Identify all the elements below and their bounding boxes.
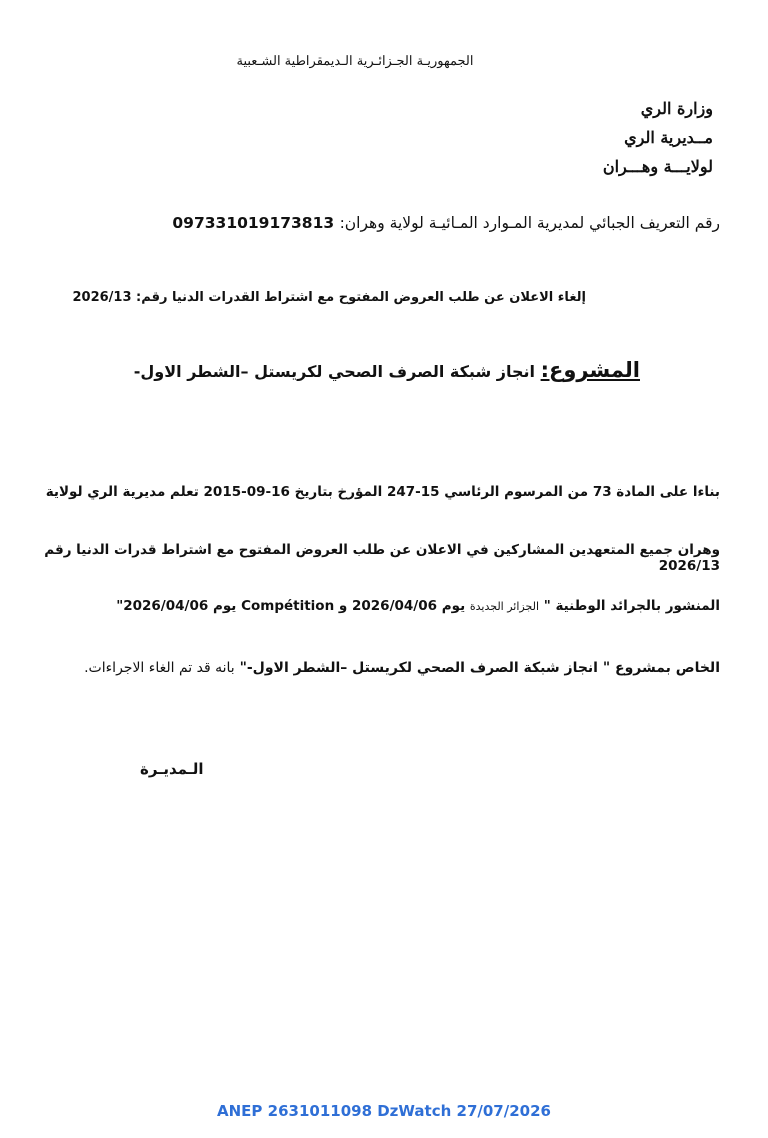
republic-header: الجمهوريـة الجـزائـرية الـديمقراطية الشـعبية bbox=[236, 54, 474, 69]
project-label: المشروع: bbox=[540, 358, 640, 382]
directorate-name: مــديرية الري bbox=[624, 128, 713, 147]
issuing-authority bbox=[453, 94, 713, 181]
fiscal-id-label: رقم التعريف الجبائي لمديرية المـوارد المـائيـة لولاية وهران: bbox=[339, 214, 720, 232]
ministry-name: وزارة الري bbox=[640, 99, 713, 118]
body-line-4 bbox=[40, 660, 720, 676]
body-line-3-part2: يوم 2026/04/06 و Compétition يوم 2026/04/06" bbox=[116, 598, 466, 614]
body-line-3-part1: المنشور بالجرائد الوطنية " bbox=[543, 598, 720, 614]
newspaper-name: الجزائر الجديدة bbox=[469, 600, 540, 613]
body-line-4-plain: بانه قد تم الغاء الاجراءات. bbox=[84, 660, 235, 676]
wilaya-name: لولايـــة وهـــران bbox=[602, 157, 713, 176]
project-text: انجاز شبكة الصرف الصحي لكريستل –الشطر الاول- bbox=[133, 362, 536, 381]
footer-reference: ANEP 2631011098 DzWatch 27/07/2026 bbox=[217, 1102, 551, 1120]
body-line-2: وهران جميع المتعهدين المشاركين في الاعلان عن طلب العروض المفتوح مع اشتراط قدرات الدنيا رقم 2026/13 bbox=[44, 542, 720, 574]
cancellation-title: إلغاء الاعلان عن طلب العروض المفتوح مع اشتراط القدرات الدنيا رقم: 2026/13 bbox=[72, 290, 586, 305]
fiscal-id-value: 097331019173813 bbox=[172, 214, 335, 232]
body-line-3 bbox=[40, 598, 720, 614]
signature-title: الـمديـرة bbox=[140, 760, 204, 778]
body-line-4-bold: الخاص بمشروع " انجاز شبكة الصرف الصحي لكريستل –الشطر الاول-" bbox=[239, 660, 720, 676]
fiscal-id-line bbox=[40, 214, 720, 232]
body-line-1: بناءا على المادة 73 من المرسوم الرئاسي 15-247 المؤرخ بتاريخ 16-09-2015 تعلم مديرية الري لولاية bbox=[45, 484, 720, 500]
project-line bbox=[40, 358, 640, 382]
